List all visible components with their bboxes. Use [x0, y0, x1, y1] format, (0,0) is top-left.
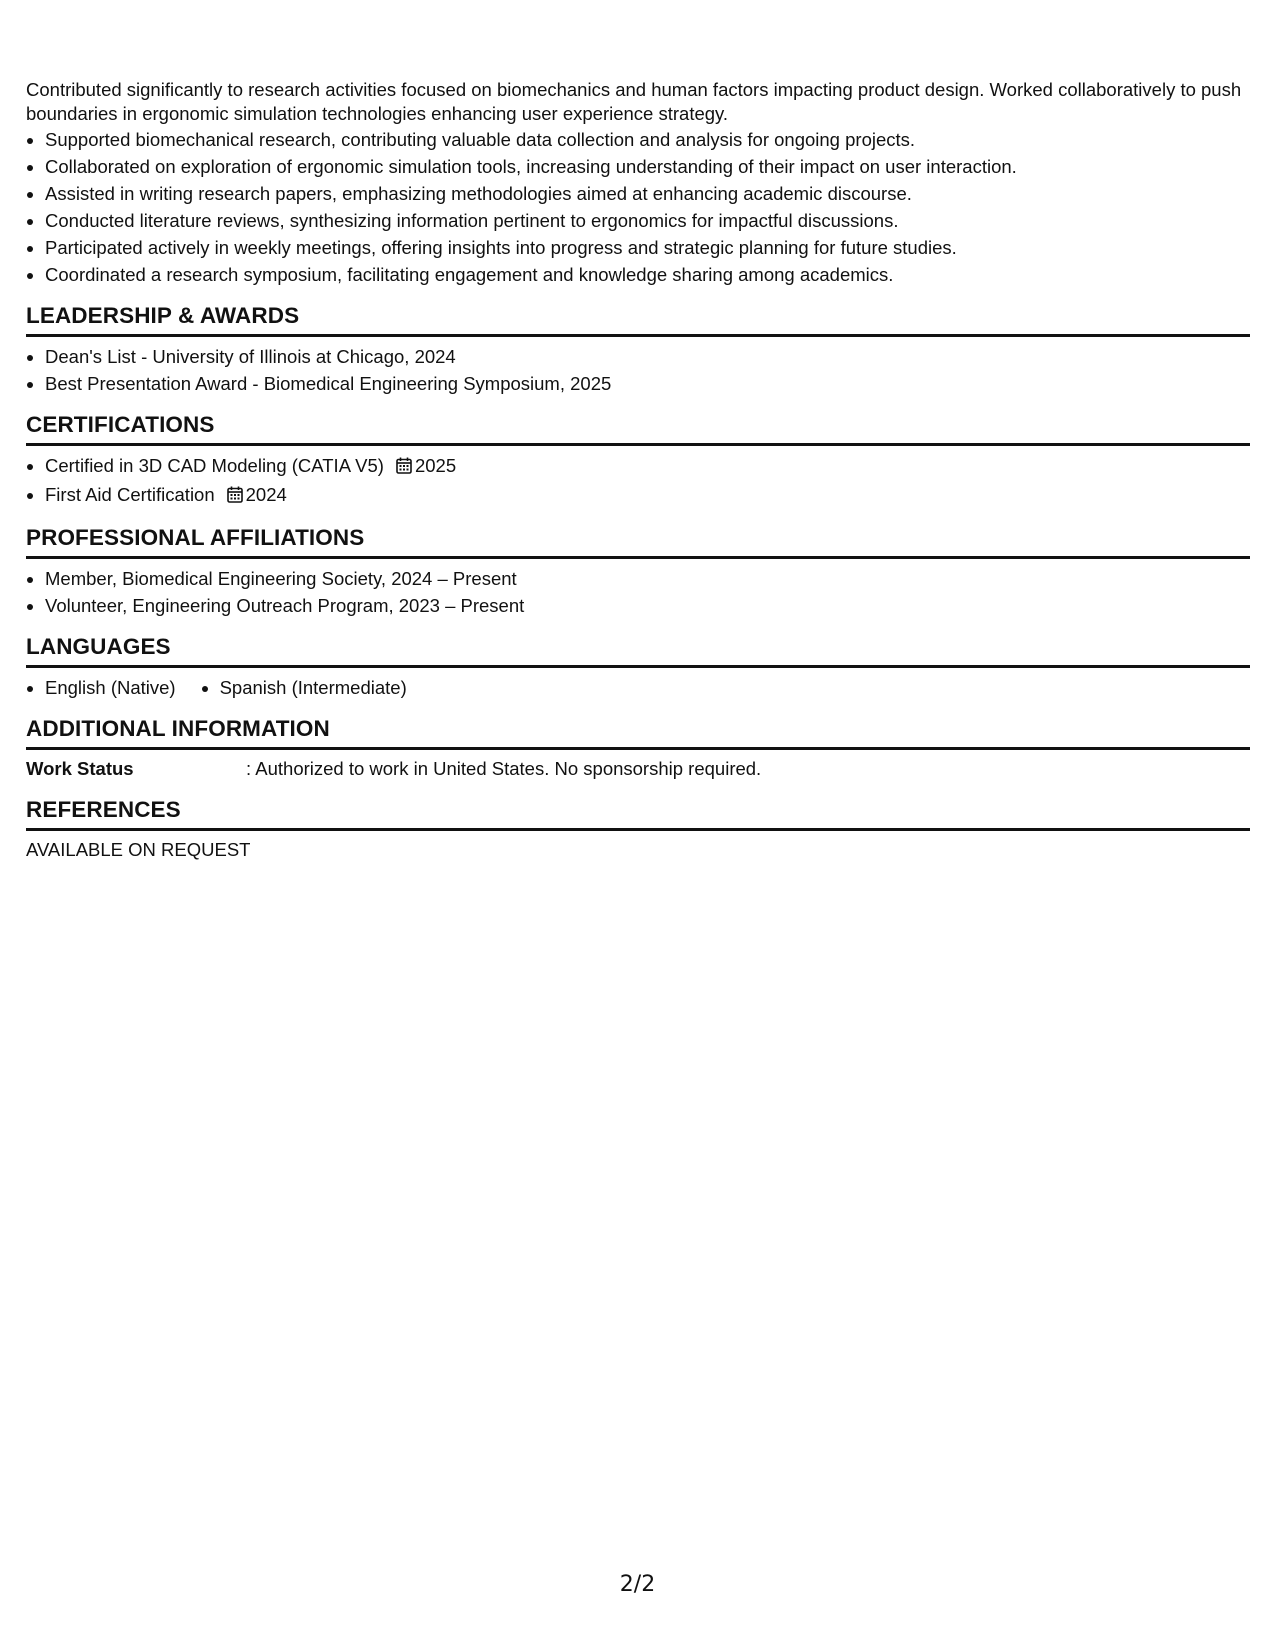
list-item: • Supported biomechanical research, contributing valuable data collection and analysis for ongoing projects.	[45, 126, 1250, 153]
additional-info-section	[26, 715, 1250, 782]
section-divider	[26, 443, 1250, 446]
section-divider	[26, 556, 1250, 559]
experience-bullets	[26, 126, 1250, 288]
list-item: • Dean's List - University of Illinois at Chicago, 2024	[45, 343, 1250, 370]
section-title: LEADERSHIP & AWARDS	[26, 303, 300, 328]
list-item: • Collaborated on exploration of ergonomic simulation tools, increasing understanding of their impact on user interaction.	[45, 153, 1250, 180]
certification-year: 2024	[245, 484, 287, 505]
certification-name: Certified in 3D CAD Modeling (CATIA V5)	[45, 455, 384, 476]
list-item	[45, 481, 1250, 510]
certification-year: 2025	[414, 455, 457, 476]
list-item: • Assisted in writing research papers, emphasizing methodologies aimed at enhancing academic discourse.	[45, 180, 1250, 207]
page-number: 2/2	[619, 1572, 656, 1597]
experience-summary: Contributed significantly to research activities focused on biomechanics and human factors impacting product design. Worked collaboratively to push boundaries in ergonomic simulation technologies enhancing user experience strategy.	[26, 79, 1242, 124]
section-title: PROFESSIONAL AFFILIATIONS	[26, 525, 365, 550]
language-item: • Spanish (Intermediate)	[220, 674, 407, 701]
language-item: • English (Native)	[45, 674, 176, 701]
references-section	[26, 796, 1250, 863]
list-item: • Participated actively in weekly meetings, offering insights into progress and strategic planning for future studies.	[45, 234, 1250, 261]
list-item: • Conducted literature reviews, synthesizing information pertinent to ergonomics for impactful discussions.	[45, 207, 1250, 234]
languages-section	[26, 633, 1250, 701]
list-item: • Volunteer, Engineering Outreach Program, 2023 – Present	[45, 592, 1250, 619]
section-title: CERTIFICATIONS	[26, 412, 215, 437]
affiliations-section	[26, 524, 1250, 619]
references-text: AVAILABLE ON REQUEST	[26, 839, 251, 860]
list-item	[45, 452, 1250, 481]
section-divider	[26, 665, 1250, 668]
list-item: • Best Presentation Award - Biomedical Engineering Symposium, 2025	[45, 370, 1250, 397]
section-title: REFERENCES	[26, 797, 181, 822]
leadership-section	[26, 302, 1250, 397]
resume-page	[26, 78, 1250, 863]
section-divider	[26, 334, 1250, 337]
section-divider	[26, 828, 1250, 831]
certification-name: First Aid Certification	[45, 484, 215, 505]
section-title: ADDITIONAL INFORMATION	[26, 716, 330, 741]
work-status-label: Work Status	[26, 758, 134, 779]
list-item: • Member, Biomedical Engineering Society, 2024 – Present	[45, 565, 1250, 592]
work-status-row	[26, 756, 1250, 782]
section-title: LANGUAGES	[26, 634, 171, 659]
certifications-section	[26, 411, 1250, 510]
calendar-icon	[227, 483, 243, 510]
list-item: • Coordinated a research symposium, facilitating engagement and knowledge sharing among academics.	[45, 261, 1250, 288]
work-status-value: : Authorized to work in United States. No sponsorship required.	[246, 758, 762, 779]
calendar-icon	[396, 454, 412, 481]
section-divider	[26, 747, 1250, 750]
